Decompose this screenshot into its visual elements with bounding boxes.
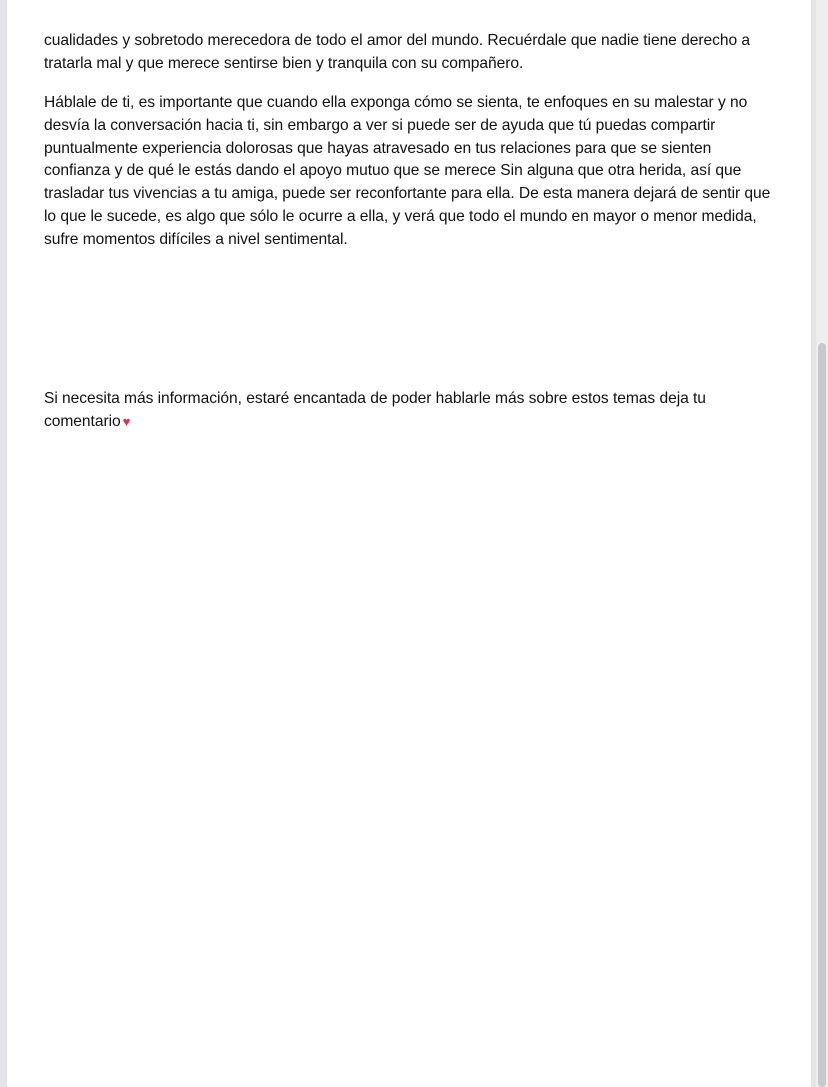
- paragraph-cualidades: [44, 30, 784, 76]
- text-fragment: comentario: [44, 412, 121, 430]
- text-line: tratarla mal y que merece sentirse bien y tranquila con su compañero.: [44, 54, 524, 72]
- text-line: lo que le sucede, es algo que sólo le ocurre a ella, y verá que todo el mundo en mayor o menor medida,: [44, 207, 757, 225]
- paragraph-hablale-de-ti: [44, 92, 784, 252]
- scrollbar-thumb[interactable]: [818, 343, 826, 1087]
- text-line: cualidades y sobretodo merecedora de todo el amor del mundo. Recuérdale que nadie tiene derecho a: [44, 32, 750, 49]
- text-line: Si necesita más información, estaré encantada de poder hablarle más sobre estos temas deja tu: [44, 390, 706, 407]
- heart-icon: ♥: [122, 413, 131, 429]
- text-line: trasladar tus vivencias a tu amiga, puede ser reconfortante para ella. De esta manera dejará de sentir que: [44, 185, 771, 203]
- text-line: [44, 411, 784, 434]
- paragraph-mas-informacion: [44, 388, 784, 434]
- document-page: [7, 0, 811, 1087]
- text-line: sufre momentos difíciles a nivel sentimental.: [44, 230, 348, 248]
- text-line: desvía la conversación hacia ti, sin embargo a ver si puede ser de ayuda que tú puedas compartir: [44, 116, 716, 134]
- vertical-scrollbar[interactable]: [816, 0, 828, 1087]
- text-line: puntualmente experiencia dolorosas que hayas atravesado en tus relaciones para que se sienten: [44, 139, 712, 157]
- text-line: Háblale de ti, es importante que cuando ella exponga cómo se sienta, te enfoques en su malestar y no: [44, 94, 748, 111]
- text-line: confianza y de qué le estás dando el apoyo mutuo que se merece Sin alguna que otra herida, así que: [44, 162, 742, 180]
